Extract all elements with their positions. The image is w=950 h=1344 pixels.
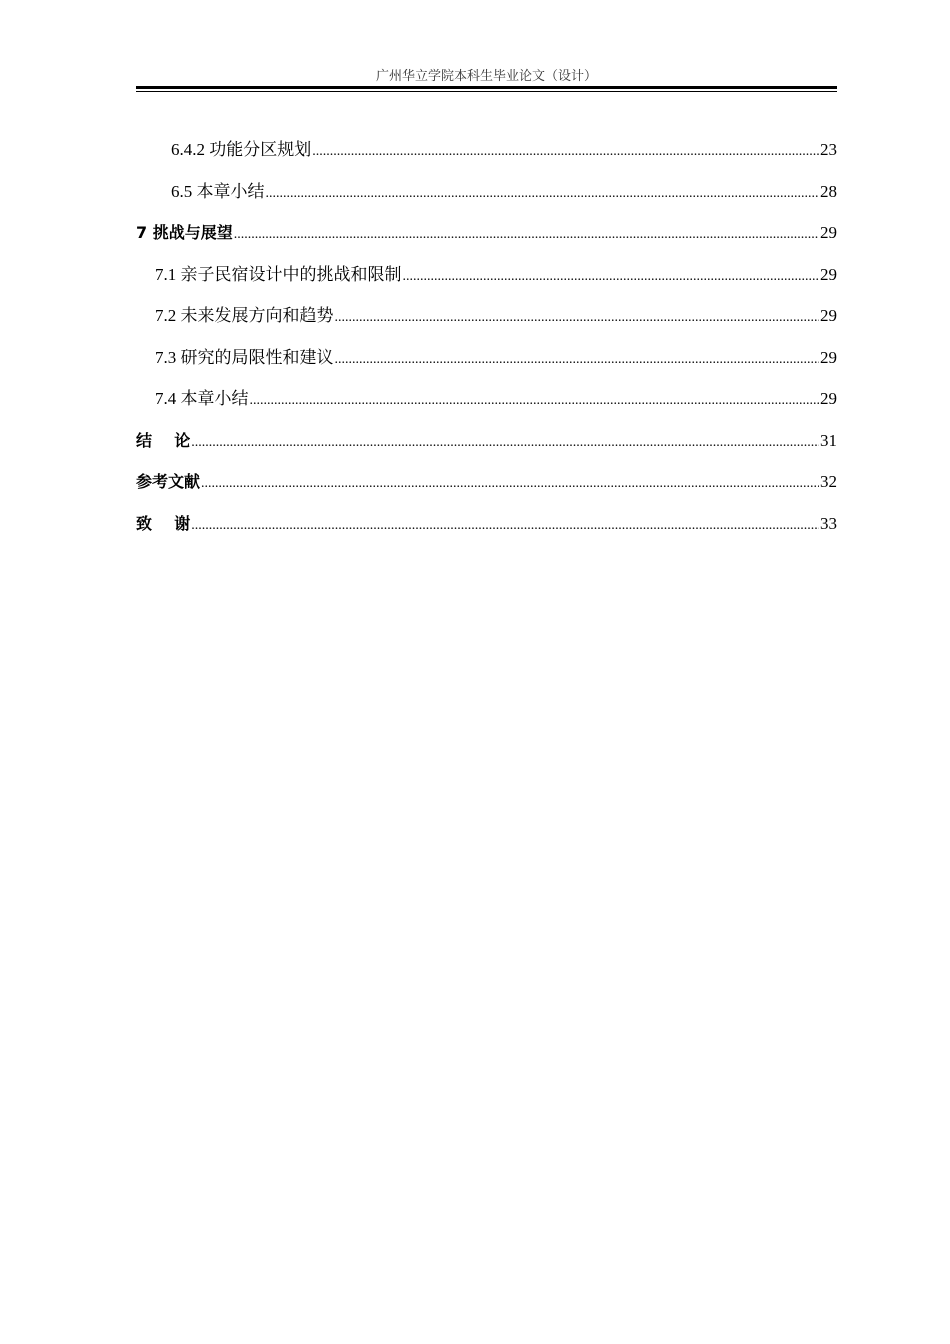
toc-entry-label: 致 谢	[136, 513, 191, 533]
toc-entry[interactable]	[136, 218, 837, 260]
toc-dot-leader	[266, 179, 820, 209]
header-divider-thin	[136, 91, 837, 92]
toc-page-number: 33	[820, 513, 837, 533]
toc-entry[interactable]	[136, 426, 837, 468]
toc-entry-label: 结 论	[136, 430, 191, 450]
toc-page-number: 29	[820, 223, 837, 242]
toc-dot-leader	[191, 428, 819, 458]
toc-entry-label: 7 挑战与展望	[136, 223, 233, 242]
toc-page-number: 29	[820, 389, 837, 408]
toc-page-number: 29	[820, 347, 837, 367]
toc-entry[interactable]	[136, 135, 837, 177]
page-header-title: 广州华立学院本科生毕业论文（设计）	[375, 68, 597, 83]
table-of-contents	[136, 135, 837, 550]
toc-page-number: 28	[820, 181, 837, 201]
toc-dot-leader	[201, 469, 819, 499]
toc-entry-label: 参考文献	[136, 472, 201, 491]
toc-page-number: 32	[820, 472, 837, 491]
toc-entry-label: 7.3 研究的局限性和建议	[155, 347, 334, 367]
toc-entry[interactable]	[136, 384, 837, 426]
toc-entry[interactable]	[136, 260, 837, 302]
header-divider-thick	[136, 86, 837, 89]
toc-dot-leader	[191, 511, 819, 541]
toc-entry-label: 6.5 本章小结	[171, 181, 265, 201]
toc-dot-leader	[335, 303, 820, 333]
toc-page-number: 29	[820, 306, 837, 325]
toc-entry[interactable]	[136, 509, 837, 551]
toc-entry[interactable]	[136, 177, 837, 219]
toc-dot-leader	[234, 220, 819, 250]
toc-entry-label: 7.2 未来发展方向和趋势	[155, 306, 334, 325]
toc-entry-label: 7.1 亲子民宿设计中的挑战和限制	[155, 264, 402, 284]
toc-page-number: 23	[820, 140, 837, 159]
toc-entry-label: 7.4 本章小结	[155, 389, 249, 408]
toc-dot-leader	[403, 262, 820, 292]
toc-entry-label: 6.4.2 功能分区规划	[171, 140, 312, 159]
toc-entry[interactable]	[136, 343, 837, 385]
toc-page-number: 29	[820, 264, 837, 284]
toc-entry[interactable]	[136, 301, 837, 343]
toc-dot-leader	[250, 386, 820, 416]
toc-dot-leader	[335, 345, 820, 375]
toc-page-number: 31	[820, 430, 837, 450]
toc-entry[interactable]	[136, 467, 837, 509]
toc-dot-leader	[312, 137, 819, 167]
